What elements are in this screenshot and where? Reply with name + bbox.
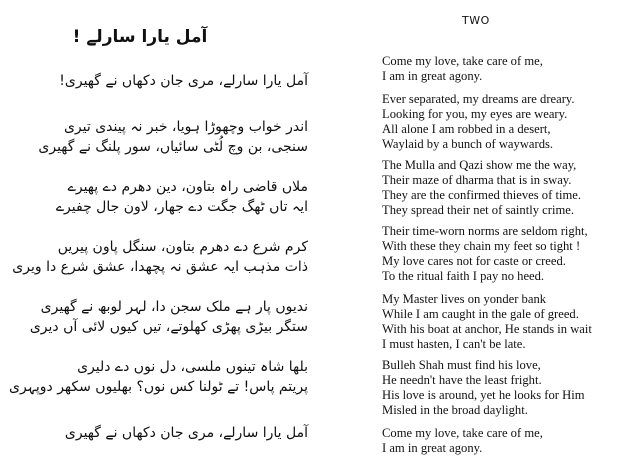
urdu-line: ایہ تاں ٹھگ جگت دے جھار، لاون جال چفیرے (55, 199, 308, 215)
verse-line: Ever separated, my dreams are dreary. (382, 92, 575, 106)
poem-heading: TWO (462, 14, 490, 27)
verse-line: While I am caught in the gale of greed. (382, 307, 579, 321)
verse-line: They are the confirmed thieves of time. (382, 188, 581, 202)
verse-line: Their maze of dharma that is in sway. (382, 173, 572, 187)
urdu-line: اندر خواب وچھوڑا ہویا، خبر نہ پیندی تیری (63, 119, 308, 135)
verse-line: My love cares not for caste or creed. (382, 254, 566, 268)
verse-line: Come my love, take care of me, (382, 54, 543, 68)
urdu-line: سنجی، بن وچ لُٹی سائیاں، سور پلنگ نے گھیری (38, 139, 308, 155)
stanza (382, 224, 639, 284)
urdu-column (0, 0, 318, 469)
verse-line: To the ritual faith I pay no heed. (382, 269, 545, 283)
verse-line: He needn't have the least fright. (382, 373, 542, 387)
stanza (382, 158, 639, 218)
stanza (382, 292, 639, 352)
verse-line: I must hasten, I can't be late. (382, 337, 526, 351)
verse-line: With his boat at anchor, He stands in wait (382, 322, 592, 336)
verse-line: Looking for you, my eyes are weary. (382, 107, 568, 121)
urdu-line: آمل یارا سارلے، مری جان دکھاں نے گھیری! (59, 73, 308, 89)
verse-line: I am in great agony. (382, 441, 483, 455)
verse-line: I am in great agony. (382, 69, 483, 83)
verse-line: His love is around, yet he looks for Him (382, 388, 585, 402)
verse-line: Their time-worn norms are seldom right, (382, 224, 588, 238)
verse-line: With these they chain my feet so tight ! (382, 239, 581, 253)
verse-line: The Mulla and Qazi show me the way, (382, 158, 577, 172)
verse-line: Misled in the broad daylight. (382, 403, 528, 417)
urdu-line: ستگر بیڑی پھڑی کھلوتے، تیں کیوں لائی آں دیری (29, 319, 308, 335)
stanza (382, 54, 639, 84)
urdu-line: ملاں قاضی راہ بتاون، دین دھرم دے پھیرے (67, 179, 308, 195)
verse-line: Waylaid by a bunch of waywards. (382, 137, 554, 151)
urdu-line: آمل یارا سارلے، مری جان دکھاں نے گھیری (64, 425, 308, 441)
stanza (382, 358, 639, 418)
english-column (370, 0, 639, 469)
verse-line: My Master lives on yonder bank (382, 292, 547, 306)
stanza (382, 426, 639, 456)
urdu-title: آمل یارا سارلے ! (72, 27, 208, 47)
stanza (382, 92, 639, 152)
verse-line: They spread their net of saintly crime. (382, 203, 574, 217)
verse-line: All alone I am robbed in a desert, (382, 122, 551, 136)
urdu-line: ذات مذہب ایہ عشق نہ پچھدا، عشق شرع دا ویری (12, 259, 308, 275)
verse-line: Come my love, take care of me, (382, 426, 543, 440)
urdu-line: پریتم پاس! تے ٹولنا کس نوں؟ بھلیوں سکھر دوپہری (8, 379, 308, 395)
verse-line: Bulleh Shah must find his love, (382, 358, 541, 372)
urdu-line: بلھا شاہ تینوں ملسی، دل نوں دے دلیری (77, 359, 308, 375)
urdu-line: کرم شرع دے دھرم بتاون، سنگل پاون پیریں (57, 239, 308, 255)
urdu-line: ندیوں پار ہے ملک سجن دا، لہر لوبھ نے گھیری (40, 299, 308, 315)
